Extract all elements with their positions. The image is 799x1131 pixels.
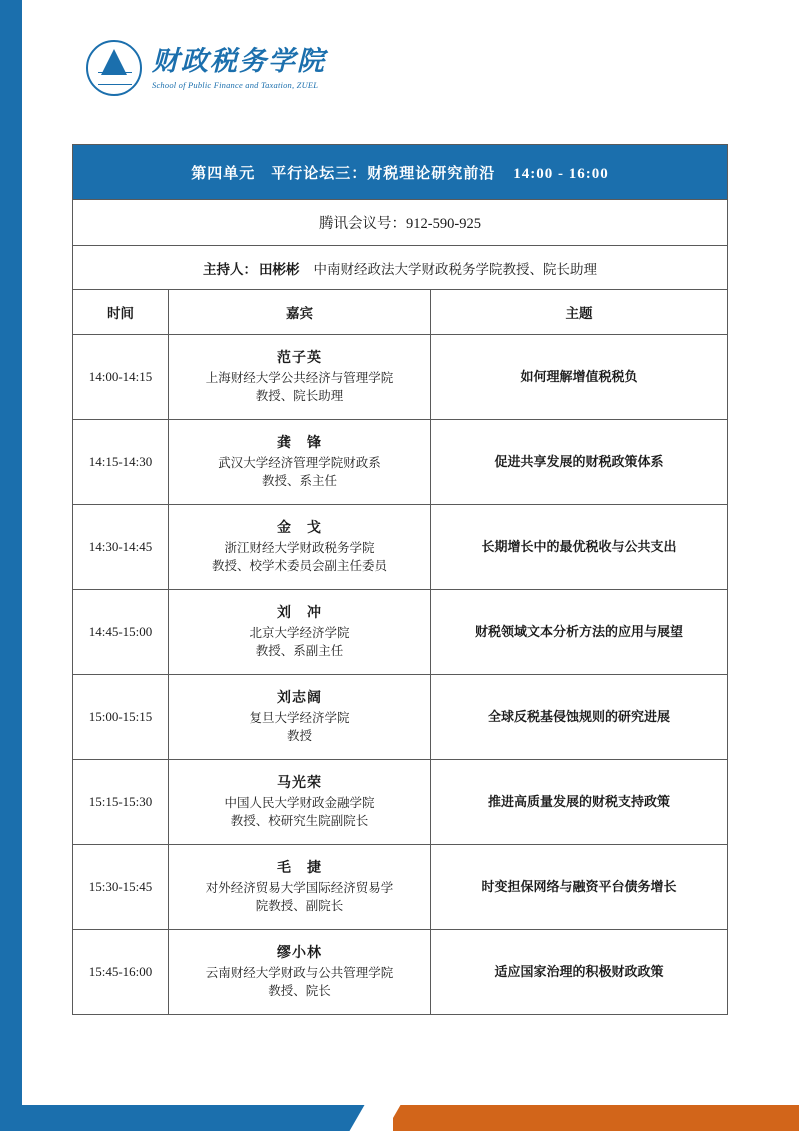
guest-affiliation-line-1: 浙江财经大学财政税务学院 xyxy=(224,541,375,556)
table-row xyxy=(73,505,728,590)
guest-name: 缪小林 xyxy=(277,945,322,961)
guest-name: 刘志阔 xyxy=(277,690,322,706)
row-topic: 全球反税基侵蚀规则的研究进展 xyxy=(431,675,728,760)
schedule-container xyxy=(72,144,727,1015)
row-topic: 适应国家治理的积极财政政策 xyxy=(431,930,728,1015)
host-row xyxy=(73,246,728,290)
row-topic: 长期增长中的最优税收与公共支出 xyxy=(431,505,728,590)
row-topic: 促进共享发展的财税政策体系 xyxy=(431,420,728,505)
row-time: 14:15-14:30 xyxy=(73,420,169,505)
row-guest xyxy=(169,930,431,1015)
guest-name: 毛 捷 xyxy=(277,860,322,876)
guest-affiliation-line-2: 教授、校学术委员会副主任委员 xyxy=(211,559,387,574)
brand-name-cn: 财政税务学院 xyxy=(152,45,326,76)
session-time-range: 14:00 - 16:00 xyxy=(513,165,609,182)
table-row xyxy=(73,590,728,675)
row-time: 15:45-16:00 xyxy=(73,930,169,1015)
guest-affiliation-line-2: 教授、系主任 xyxy=(261,474,337,489)
column-header-guest: 嘉宾 xyxy=(169,290,431,335)
guest-affiliation-line-2: 教授、院长助理 xyxy=(255,389,344,404)
guest-affiliation-line-2: 教授 xyxy=(286,729,312,744)
brand-name-en: School of Public Finance and Taxation, ZUEL xyxy=(152,80,319,91)
guest-affiliation-line-2: 教授、系副主任 xyxy=(255,644,344,659)
row-guest xyxy=(169,590,431,675)
table-row xyxy=(73,930,728,1015)
guest-name: 马光荣 xyxy=(277,775,322,791)
session-title-row xyxy=(73,145,728,200)
table-row xyxy=(73,760,728,845)
row-guest xyxy=(169,675,431,760)
footer-ribbon xyxy=(0,1105,799,1131)
row-guest xyxy=(169,335,431,420)
row-topic: 如何理解增值税税负 xyxy=(431,335,728,420)
guest-affiliation-line-1: 云南财经大学财政与公共管理学院 xyxy=(205,966,394,981)
footer-ribbon-blue xyxy=(0,1105,375,1131)
row-guest xyxy=(169,420,431,505)
table-row xyxy=(73,845,728,930)
table-row xyxy=(73,420,728,505)
row-time: 14:30-14:45 xyxy=(73,505,169,590)
guest-affiliation-line-1: 复旦大学经济学院 xyxy=(249,711,350,726)
guest-affiliation-line-2: 教授、校研究生院副院长 xyxy=(230,814,369,829)
footer-ribbon-orange xyxy=(393,1105,799,1131)
meeting-info-row xyxy=(73,200,728,246)
row-time: 15:00-15:15 xyxy=(73,675,169,760)
column-header-topic: 主题 xyxy=(431,290,728,335)
guest-name: 刘 冲 xyxy=(277,605,322,621)
row-time: 15:30-15:45 xyxy=(73,845,169,930)
session-schedule-table xyxy=(72,144,728,1015)
row-topic: 财税领域文本分析方法的应用与展望 xyxy=(431,590,728,675)
guest-affiliation-line-1: 武汉大学经济管理学院财政系 xyxy=(218,456,381,471)
brand-header xyxy=(86,40,326,96)
column-header-row xyxy=(73,290,728,335)
guest-affiliation-line-2: 教授、院长 xyxy=(268,984,331,999)
page-left-accent-bar xyxy=(0,0,22,1131)
meeting-info: 腾讯会议号：912-590-925 xyxy=(73,200,728,246)
guest-affiliation-line-1: 上海财经大学公共经济与管理学院 xyxy=(205,371,394,386)
session-title: 第四单元 平行论坛三：财税理论研究前沿 xyxy=(191,164,496,182)
host-label: 主持人： xyxy=(203,261,257,277)
guest-affiliation-line-2: 院教授、副院长 xyxy=(255,899,344,914)
guest-affiliation-line-1: 对外经济贸易大学国际经济贸易学 xyxy=(205,881,394,896)
guest-affiliation-line-1: 中国人民大学财政金融学院 xyxy=(224,796,375,811)
row-time: 14:45-15:00 xyxy=(73,590,169,675)
column-header-time: 时间 xyxy=(73,290,169,335)
brand-text xyxy=(152,46,326,90)
row-time: 14:00-14:15 xyxy=(73,335,169,420)
row-time: 15:15-15:30 xyxy=(73,760,169,845)
guest-affiliation-line-1: 北京大学经济学院 xyxy=(249,626,350,641)
row-topic: 时变担保网络与融资平台债务增长 xyxy=(431,845,728,930)
guest-name: 龚 锋 xyxy=(277,435,322,451)
row-topic: 推进高质量发展的财税支持政策 xyxy=(431,760,728,845)
table-row xyxy=(73,335,728,420)
guest-name: 金 戈 xyxy=(277,520,322,536)
host-name: 田彬彬 xyxy=(259,261,300,277)
host-affiliation: 中南财经政法大学财政税务学院教授、院长助理 xyxy=(313,261,597,277)
host-cell xyxy=(73,246,728,290)
row-guest xyxy=(169,845,431,930)
table-row xyxy=(73,675,728,760)
zuel-emblem-icon xyxy=(86,40,142,96)
guest-name: 范子英 xyxy=(277,350,322,366)
row-guest xyxy=(169,760,431,845)
session-title-cell xyxy=(73,145,728,200)
row-guest xyxy=(169,505,431,590)
